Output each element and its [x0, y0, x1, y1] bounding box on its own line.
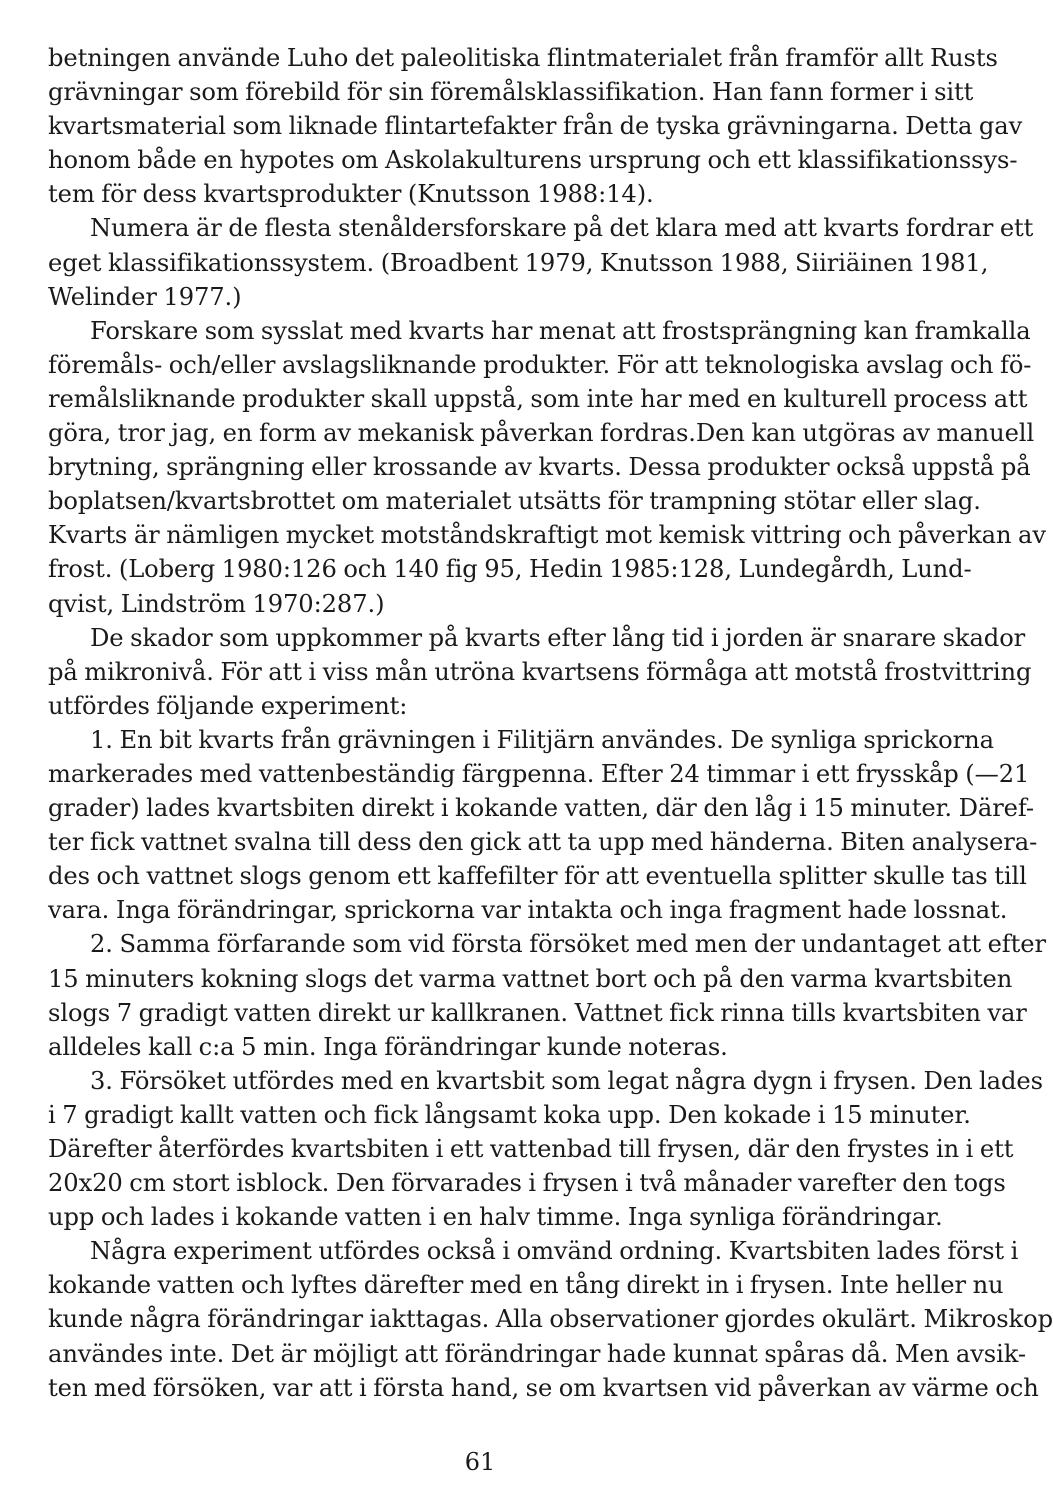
text-line: tem för dess kvartsprodukter (Knutsson 1988:14).: [48, 180, 654, 209]
text-line: upp och lades i kokande vatten i en halv timme. Inga synliga förändringar.: [48, 1203, 943, 1232]
text-line: grader) lades kvartsbiten direkt i kokande vatten, där den låg i 15 minuter. Däref-: [48, 794, 1034, 823]
text-line: föremåls- och/eller avslagsliknande produkter. För att teknologiska avslag och fö-: [48, 350, 1032, 379]
text-line: Därefter återfördes kvartsbiten i ett vattenbad till frysen, där den frystes in i ett: [48, 1135, 1014, 1163]
text-line: grävningar som förebild för sin föremålsklassifikation. Han fann former i sitt: [48, 78, 974, 107]
text-line: Numera är de flesta stenåldersforskare på det klara med att kvarts fordrar ett: [90, 214, 1034, 243]
text-line: användes inte. Det är möjligt att förändringar hade kunnat spåras då. Men avsik-: [48, 1339, 1026, 1368]
text-line: Kvarts är nämligen mycket motståndskraftigt mot kemisk vittring och påverkan av: [48, 521, 1046, 550]
text-line: göra, tror jag, en form av mekanisk påverkan fordras.Den kan utgöras av manuell: [48, 419, 1035, 448]
text-line: alldeles kall c:a 5 min. Inga förändringar kunde noteras.: [48, 1032, 728, 1061]
text-line: 2. Samma förfarande som vid första försöket med men der undantaget att efter: [90, 930, 1046, 959]
text-line: eget klassifikationssystem. (Broadbent 1979, Knutsson 1988, Siiriäinen 1981,: [48, 248, 989, 277]
text-line: i 7 gradigt kallt vatten och fick långsamt koka upp. Den kokade i 15 minuter.: [48, 1100, 971, 1129]
text-line: 20x20 cm stort isblock. Den förvarades i frysen i två månader varefter den togs: [48, 1169, 1006, 1198]
text-line: frost. (Loberg 1980:126 och 140 fig 95, Hedin 1985:128, Lundegårdh, Lund-: [48, 555, 972, 584]
text-line: brytning, sprängning eller krossande av kvarts. Dessa produkter också uppstå på: [48, 453, 1031, 482]
page-number: 61: [464, 1448, 496, 1476]
text-line: markerades med vattenbeständig färgpenna. Efter 24 timmar i ett frysskåp (—21: [48, 759, 1030, 788]
text-line: boplatsen/kvartsbrottet om materialet utsätts för trampning stötar eller slag.: [48, 487, 981, 516]
text-line: 1. En bit kvarts från grävningen i Filitjärn användes. De synliga sprickorna: [90, 725, 994, 754]
text-line: utfördes följande experiment:: [48, 691, 408, 720]
text-line: kvartsmaterial som liknade flintartefakter från de tyska grävningarna. Detta gav: [48, 112, 1023, 141]
text-line: 3. Försöket utfördes med en kvartsbit som legat några dygn i frysen. Den lades: [90, 1066, 1043, 1095]
text-line: honom både en hypotes om Askolakulturens ursprung och ett klassifikationssys-: [48, 146, 1018, 175]
text-line: qvist, Lindström 1970:287.): [48, 589, 385, 618]
text-line: ten med försöken, var att i första hand, se om kvartsen vid påverkan av värme och: [48, 1373, 1039, 1402]
text-line: Forskare som sysslat med kvarts har menat att frostsprängning kan framkalla: [90, 316, 1031, 345]
text-line: slogs 7 gradigt vatten direkt ur kallkranen. Vattnet fick rinna tills kvartsbiten var: [48, 998, 1027, 1027]
text-line: De skador som uppkommer på kvarts efter lång tid i jorden är snarare skador: [90, 623, 1026, 652]
text-line: 15 minuters kokning slogs det varma vattnet bort och på den varma kvartsbiten: [48, 964, 1013, 993]
text-line: Welinder 1977.): [48, 282, 242, 311]
text-line: kunde några förändringar iakttagas. Alla observationer gjordes okulärt. Mikroskop: [48, 1305, 1053, 1334]
text-line: remålsliknande produkter skall uppstå, som inte har med en kulturell process att: [48, 384, 1028, 413]
text-line: ter fick vattnet svalna till dess den gick att ta upp med händerna. Biten analysera-: [48, 828, 1038, 857]
text-line: på mikronivå. För att i viss mån utröna kvartsens förmåga att motstå frostvittring: [48, 657, 1032, 686]
text-line: Några experiment utfördes också i omvänd ordning. Kvartsbiten lades först i: [90, 1237, 1019, 1266]
text-line: kokande vatten och lyftes därefter med en tång direkt in i frysen. Inte heller nu: [48, 1271, 1004, 1300]
text-line: betningen använde Luho det paleolitiska flintmaterialet från framför allt Rusts: [48, 44, 998, 72]
text-line: vara. Inga förändringar, sprickorna var intakta och inga fragment hade lossnat.: [48, 896, 1008, 925]
text-line: des och vattnet slogs genom ett kaffefilter för att eventuella splitter skulle tas till: [48, 862, 1027, 891]
body-text: [48, 41, 1053, 1405]
